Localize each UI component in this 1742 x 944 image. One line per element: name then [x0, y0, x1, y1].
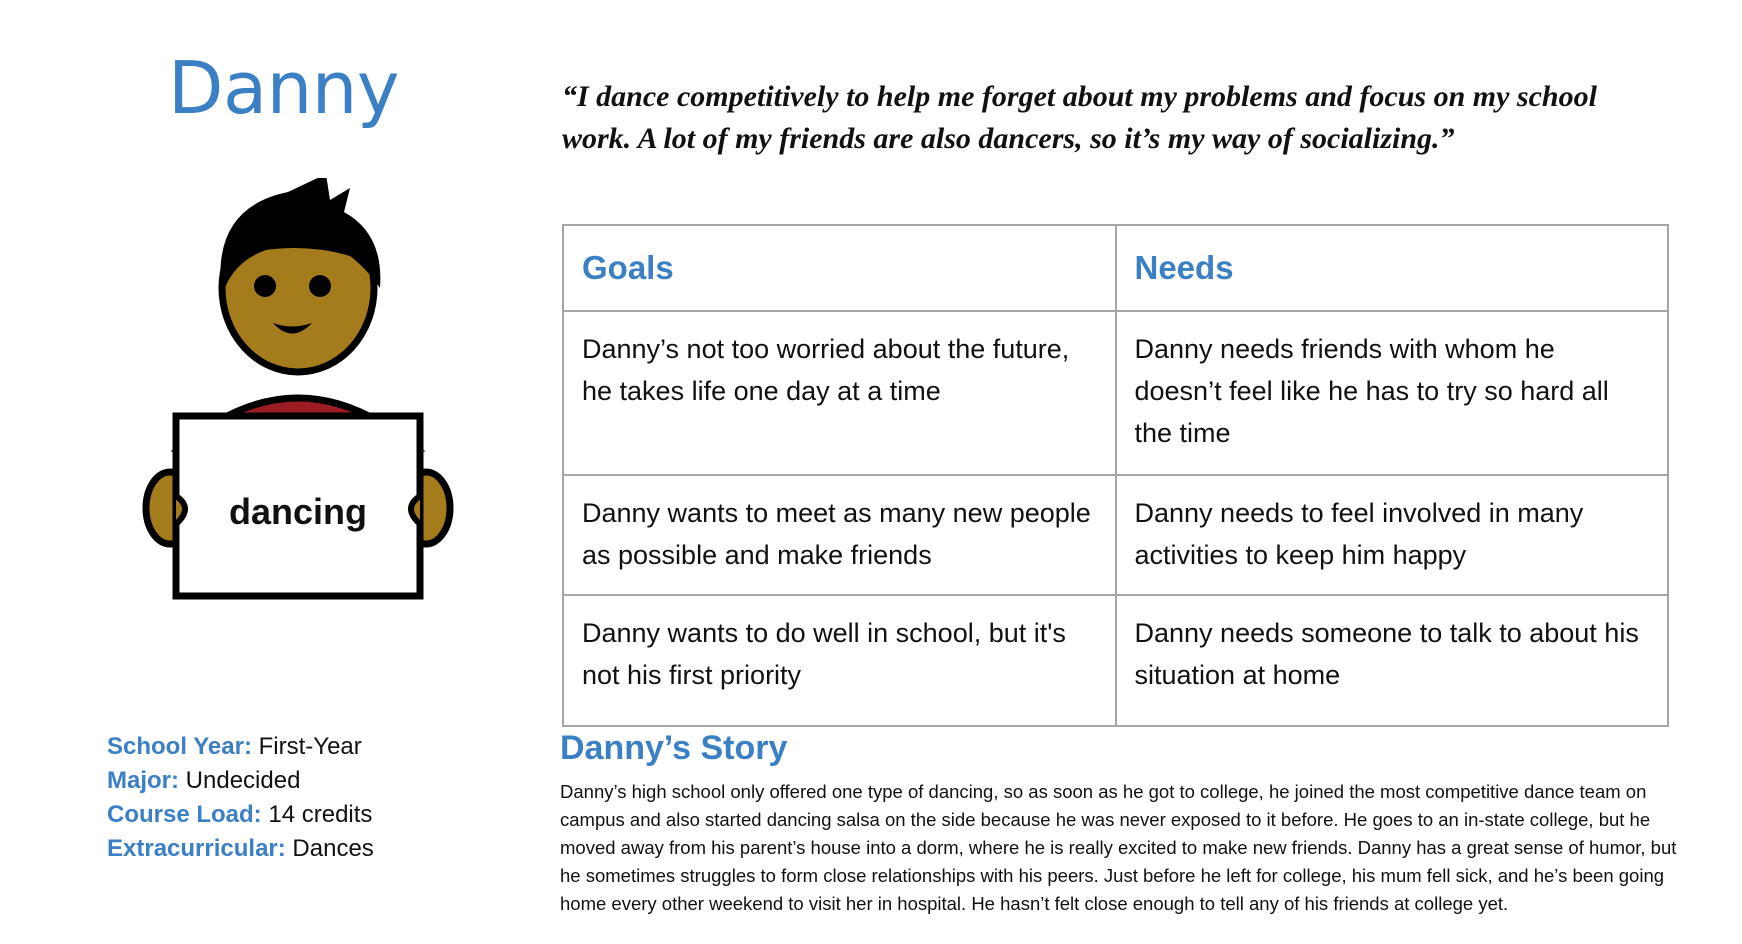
goal-cell: Danny wants to meet as many new people as possible and make friends [563, 475, 1116, 595]
goal-cell: Danny wants to do well in school, but it's not his first priority [563, 595, 1116, 726]
avatar-left-eye [254, 275, 276, 297]
detail-value: Undecided [185, 767, 301, 794]
persona-avatar [140, 178, 456, 638]
detail-value: Dances [292, 835, 374, 862]
need-cell: Danny needs someone to talk to about his situation at home [1116, 595, 1669, 726]
persona-details [107, 730, 374, 866]
detail-label: Extracurricular: [107, 835, 286, 862]
avatar-sign-text: dancing [228, 491, 368, 532]
avatar-left-fingers [176, 496, 185, 524]
detail-extracurricular [107, 832, 374, 866]
goals-needs-table [562, 224, 1669, 727]
detail-label: Course Load: [107, 801, 262, 828]
avatar-right-fingers [411, 496, 420, 524]
detail-value: 14 credits [268, 801, 373, 828]
avatar-right-eye [309, 275, 331, 297]
goal-cell: Danny’s not too worried about the future, he takes life one day at a time [563, 311, 1116, 475]
table-row [563, 311, 1668, 475]
detail-value: First-Year [258, 733, 362, 760]
goals-header: Goals [563, 225, 1116, 311]
need-cell: Danny needs to feel involved in many activities to keep him happy [1116, 475, 1669, 595]
persona-quote: “I dance competitively to help me forget about my problems and focus on my school work. A lot of my friends are also dancers, so it’s my way of socializing.” [562, 80, 1597, 155]
table-row [563, 595, 1668, 726]
persona-name: Danny [168, 46, 399, 130]
detail-label: School Year: [107, 733, 252, 760]
needs-header: Needs [1116, 225, 1669, 311]
story-title: Danny’s Story [560, 729, 788, 767]
need-cell: Danny needs friends with whom he doesn’t feel like he has to try so hard all the time [1116, 311, 1669, 475]
detail-major [107, 764, 374, 798]
detail-school-year [107, 730, 374, 764]
table-header-row [563, 225, 1668, 311]
detail-course-load [107, 798, 374, 832]
story-text: Danny’s high school only offered one type of dancing, so as soon as he got to college, he joined the most competitive dance team on campus and also started dancing salsa on the side because he was never exposed to it before. He goes to an in-state college, but he moved away from his parent’s house into a dorm, where he is really excited to make new friends. Danny has a great sense of humor, but he sometimes struggles to form close relationships with his peers. Just before he left for college, his mum fell sick, and he’s been going home every other weekend to visit her in hospital. He hasn’t felt close enough to tell any of his friends at college yet. [560, 781, 1677, 914]
detail-label: Major: [107, 767, 179, 794]
table-row [563, 475, 1668, 595]
